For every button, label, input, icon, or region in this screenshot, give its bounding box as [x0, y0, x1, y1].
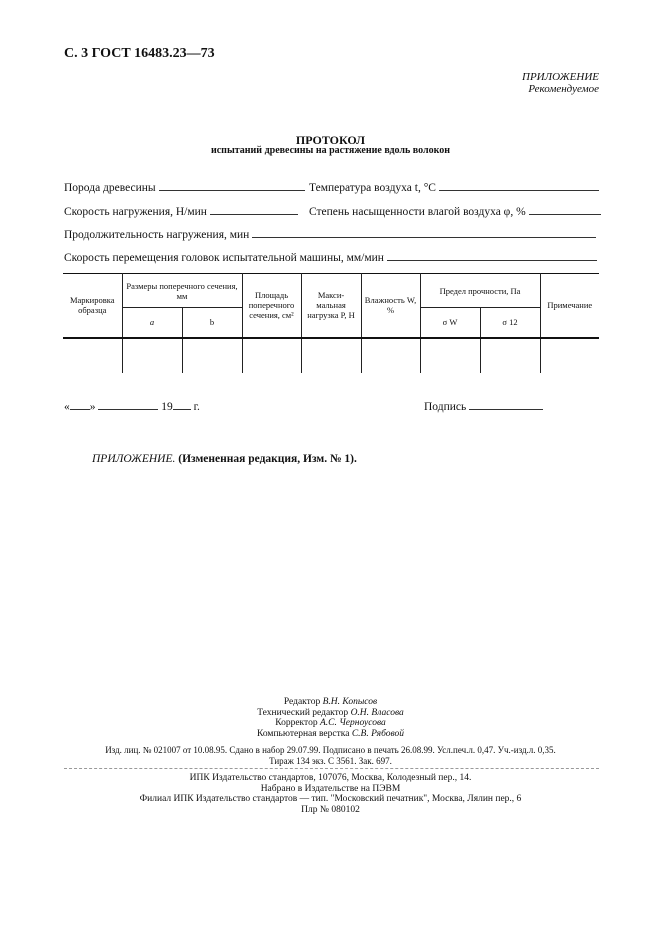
col-sigma-12: σ 12 [480, 308, 540, 338]
table-cell[interactable] [122, 338, 182, 373]
tech-editor-line [0, 708, 661, 719]
protocol-table [63, 273, 599, 373]
table-cell[interactable] [63, 338, 122, 373]
publisher-line-1: ИПК Издательство стандартов, 107076, Москва, Колодезный пер., 14. [189, 773, 472, 783]
appendix-note: Рекомендуемое [528, 83, 599, 95]
field-row-2b [309, 203, 601, 218]
air-temperature-blank[interactable] [439, 179, 599, 191]
table-cell[interactable] [420, 338, 480, 373]
field-row-4 [64, 249, 597, 264]
table-cell[interactable] [301, 338, 361, 373]
col-moisture: Влажность W, % [361, 274, 420, 338]
table-cell[interactable] [182, 338, 242, 373]
corrector-label: Корректор [275, 718, 318, 728]
col-area: Площадь поперечного сечения, см² [242, 274, 301, 338]
loading-speed-label: Скорость нагружения, Н/мин [64, 206, 207, 218]
signature-label: Подпись [424, 401, 467, 413]
amendment-text: (Измененная редакция, Изм. № 1). [178, 453, 357, 465]
col-note: Примечание [540, 274, 599, 338]
layout-line [0, 729, 661, 740]
appendix-label: ПРИЛОЖЕНИЕ [522, 71, 599, 83]
wood-species-label: Порода древесины [64, 182, 156, 194]
editor-label: Редактор [283, 697, 321, 707]
table-cell[interactable] [480, 338, 540, 373]
editors-block [0, 697, 661, 739]
field-row-2 [64, 203, 298, 218]
appendix-block [522, 71, 599, 95]
publication-data [0, 745, 661, 766]
air-temperature-label: Температура воздуха t, °С [309, 182, 436, 194]
table-cell[interactable] [540, 338, 599, 373]
air-saturation-label: Степень насыщенности влагой воздуха φ, % [309, 206, 526, 218]
air-saturation-blank[interactable] [529, 203, 601, 215]
signature-blank[interactable] [469, 398, 543, 410]
col-dimensions: Размеры поперечного сечения, мм [122, 274, 242, 308]
divider [64, 768, 599, 769]
date-line [64, 398, 200, 413]
tech-editor-label: Технический редактор [257, 707, 349, 718]
publisher-line-2: Набрано в Издательстве на ПЭВМ [260, 783, 401, 794]
col-dim-b: b [182, 308, 242, 338]
publication-line-1: Изд. лиц. № 021007 от 10.08.95. Сдано в набор 29.07.99. Подписано в печать 26.08.99. Усл.печ.л. 0,47. Уч.-изд.л. 0,35. [105, 745, 556, 755]
publisher-block [0, 773, 661, 815]
date-open-quote: « [64, 401, 70, 413]
col-sigma-w: σ W [420, 308, 480, 338]
amendment-note [92, 453, 357, 465]
signature-line [424, 398, 543, 413]
wood-species-blank[interactable] [159, 179, 305, 191]
protocol-subtitle: испытаний древесины на растяжение вдоль волокон [210, 145, 451, 156]
year-suffix: г. [193, 401, 200, 413]
corrector-line [0, 718, 661, 729]
loading-duration-blank[interactable] [252, 226, 596, 238]
tech-editor-name: О.Н. Власова [350, 707, 404, 718]
table-cell[interactable] [361, 338, 420, 373]
table-cell[interactable] [242, 338, 301, 373]
layout-name: С.В. Рябовой [351, 728, 404, 739]
editor-name: В.Н. Копысов [322, 697, 378, 707]
field-row-1 [64, 179, 305, 194]
corrector-name: А.С. Черноусова [319, 718, 386, 728]
amendment-label: ПРИЛОЖЕНИЕ. [92, 453, 176, 465]
head-speed-blank[interactable] [387, 249, 597, 261]
date-close-quote: » [89, 401, 96, 413]
loading-speed-blank[interactable] [210, 203, 298, 215]
year-prefix: 19 [161, 401, 173, 413]
page-header: С. 3 ГОСТ 16483.23—73 [64, 46, 215, 61]
field-row-1b [309, 179, 599, 194]
publisher-line-3: Филиал ИПК Издательство стандартов — тип. "Московский печатник", Москва, Лялин пер., 6 [139, 794, 522, 804]
col-marking: Маркировка образца [63, 274, 122, 338]
col-dim-a: a [122, 308, 182, 338]
publication-line-2: Тираж 134 экз. С 3561. Зак. 697. [269, 755, 392, 766]
editor-line [0, 697, 661, 708]
col-strength: Предел прочности, Па [420, 274, 540, 308]
layout-label: Компьютерная верстка [257, 728, 350, 739]
month-blank[interactable] [98, 398, 158, 410]
publisher-line-4: Плр № 080102 [301, 804, 360, 815]
head-speed-label: Скорость перемещения головок испытательной машины, мм/мин [64, 252, 384, 264]
day-blank[interactable] [70, 398, 90, 410]
col-max-load: Макси- мальная нагрузка P, Н [301, 274, 361, 338]
year-blank[interactable] [173, 398, 191, 410]
protocol-title: ПРОТОКОЛ [295, 133, 366, 147]
field-row-3 [64, 226, 596, 241]
loading-duration-label: Продолжительность нагружения, мин [64, 229, 250, 241]
